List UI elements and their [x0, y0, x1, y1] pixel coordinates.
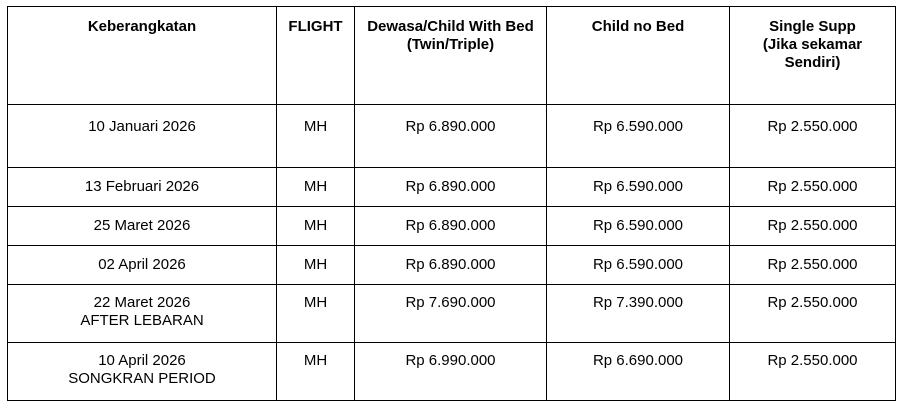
- departure-date: 13 Februari 2026: [8, 168, 277, 207]
- departure-date: 10 April 2026 SONGKRAN PERIOD: [8, 343, 277, 401]
- table-row: [8, 343, 896, 401]
- flight-code: MH: [277, 105, 355, 168]
- price-table: [7, 6, 896, 401]
- flight-code: MH: [277, 168, 355, 207]
- twin-price: Rp 6.990.000: [355, 343, 547, 401]
- table-row: [8, 168, 896, 207]
- child-no-bed-price: Rp 6.590.000: [547, 207, 730, 246]
- twin-price: Rp 6.890.000: [355, 207, 547, 246]
- twin-price: Rp 6.890.000: [355, 246, 547, 285]
- twin-price: Rp 7.690.000: [355, 285, 547, 343]
- header-child-no-bed: Child no Bed: [547, 7, 730, 105]
- departure-date: 10 Januari 2026: [8, 105, 277, 168]
- table-row: [8, 207, 896, 246]
- flight-code: MH: [277, 207, 355, 246]
- header-single-supp: Single Supp (Jika sekamar Sendiri): [730, 7, 896, 105]
- child-no-bed-price: Rp 6.590.000: [547, 168, 730, 207]
- child-no-bed-price: Rp 7.390.000: [547, 285, 730, 343]
- single-supp-price: Rp 2.550.000: [730, 105, 896, 168]
- single-supp-price: Rp 2.550.000: [730, 207, 896, 246]
- single-supp-price: Rp 2.550.000: [730, 168, 896, 207]
- child-no-bed-price: Rp 6.690.000: [547, 343, 730, 401]
- child-no-bed-price: Rp 6.590.000: [547, 105, 730, 168]
- header-departure: Keberangkatan: [8, 7, 277, 105]
- twin-price: Rp 6.890.000: [355, 168, 547, 207]
- flight-code: MH: [277, 285, 355, 343]
- flight-code: MH: [277, 246, 355, 285]
- single-supp-price: Rp 2.550.000: [730, 246, 896, 285]
- table-row: [8, 105, 896, 168]
- single-supp-price: Rp 2.550.000: [730, 343, 896, 401]
- table-row: [8, 285, 896, 343]
- twin-price: Rp 6.890.000: [355, 105, 547, 168]
- header-twin-triple: Dewasa/Child With Bed (Twin/Triple): [355, 7, 547, 105]
- departure-date: 22 Maret 2026 AFTER LEBARAN: [8, 285, 277, 343]
- header-flight: FLIGHT: [277, 7, 355, 105]
- table-row: [8, 246, 896, 285]
- header-row: [8, 7, 896, 105]
- single-supp-price: Rp 2.550.000: [730, 285, 896, 343]
- departure-date: 02 April 2026: [8, 246, 277, 285]
- child-no-bed-price: Rp 6.590.000: [547, 246, 730, 285]
- departure-date: 25 Maret 2026: [8, 207, 277, 246]
- flight-code: MH: [277, 343, 355, 401]
